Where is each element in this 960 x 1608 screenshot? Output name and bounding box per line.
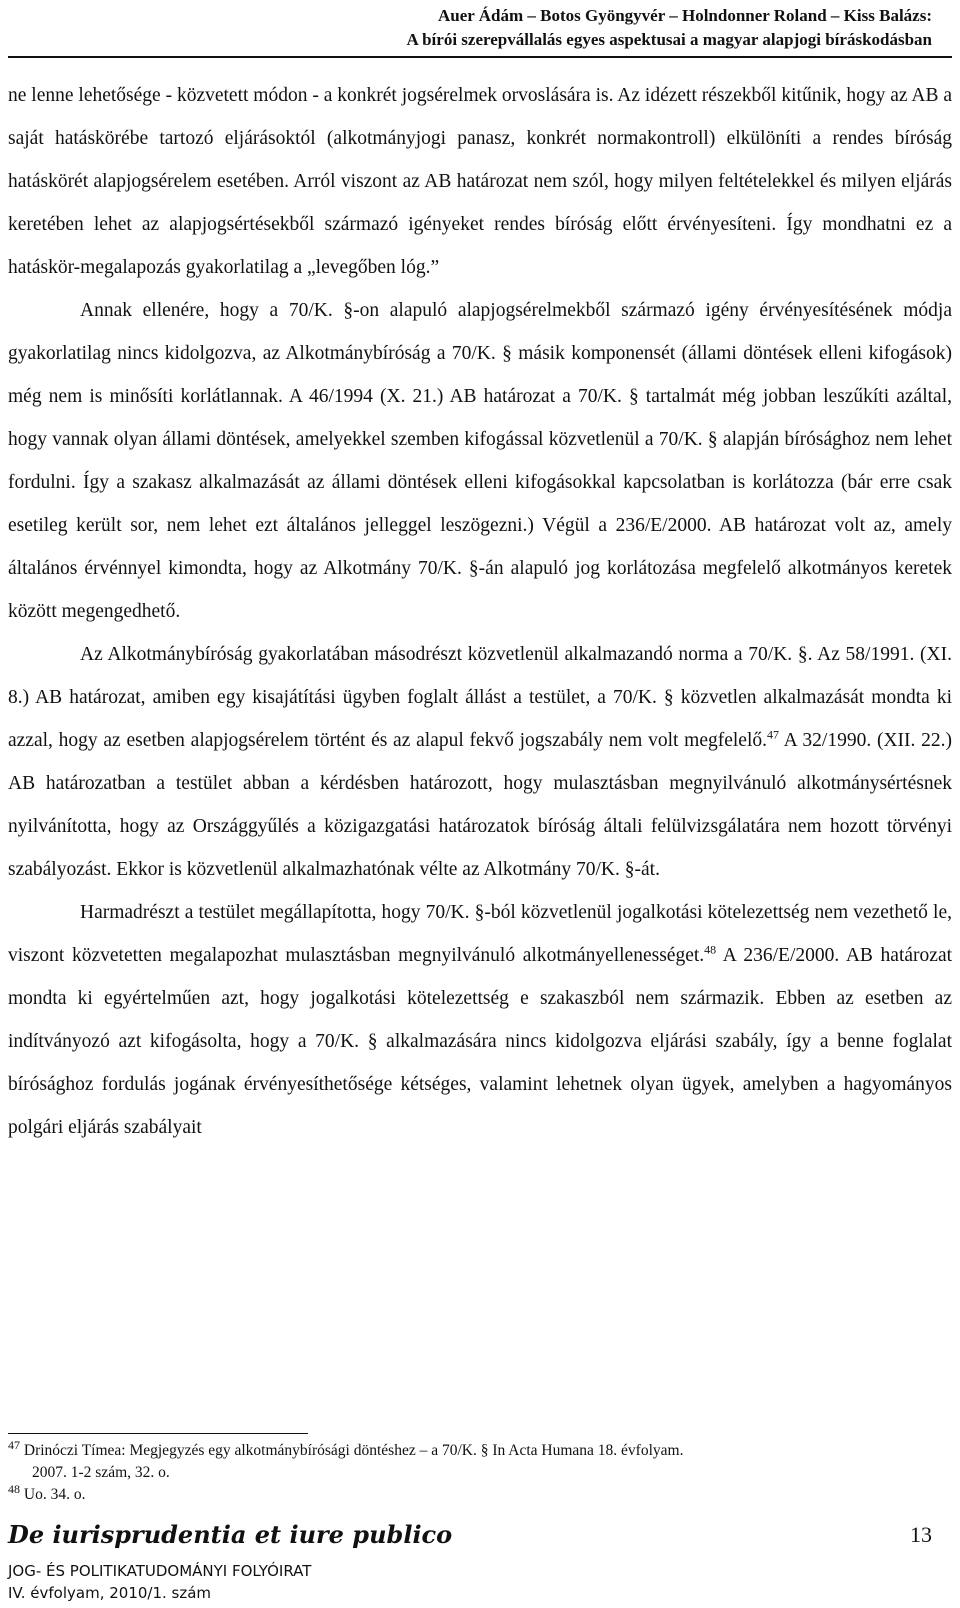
footnote-number: 47 xyxy=(8,1437,20,1452)
footnote-47 xyxy=(8,1437,952,1484)
paragraph-4-text-a: Harmadrészt a testület megállapította, hogy 70/K. §-ból közvetlenül jogalkotási kötelezettség nem vezethető le, viszont közvetetten megalapozhat mulasztásban megnyilvánuló alkotmányellenességet. xyxy=(8,902,952,966)
footnotes xyxy=(8,1437,952,1506)
running-header xyxy=(407,4,932,52)
journal-issue: IV. évfolyam, 2010/1. szám xyxy=(8,1584,212,1602)
header-divider xyxy=(8,56,952,58)
footnote-divider xyxy=(8,1433,308,1434)
footnote-text: Uo. 34. o. xyxy=(23,1486,86,1503)
main-text xyxy=(8,74,952,1149)
paragraph-4-text-b: A 236/E/2000. AB határozat mondta ki egyértelműen azt, hogy jogalkotási kötelezettség e szakaszból nem származik. Ebben az esetben az indítványozó azt kifogásolta, hogy a 70/K. § alkalmazására nincs kidolgozva eljárási szabály, így a benne foglalat bírósághoz fordulás jogának érvényesíthetősége kétséges, valamint lehetnek olyan ügyek, amelyben a hagyományos polgári eljárás szabályait xyxy=(8,945,953,1138)
paragraph-4 xyxy=(8,891,952,1149)
header-authors: Auer Ádám – Botos Gyöngyvér – Holndonner Roland – Kiss Balázs: xyxy=(437,6,932,25)
journal-subtitle: JOG- ÉS POLITIKATUDOMÁNYI FOLYÓIRAT xyxy=(8,1562,312,1580)
page-number: 13 xyxy=(910,1522,932,1547)
paragraph-3-text-b: A 32/1990. (XII. 22.) AB határozatban a testület abban a kérdésben határozott, hogy mulasztásban megnyilvánuló alkotmánysértésnek nyilvánította, hogy az Országgyűlés a közigazgatási határozatok bíróság általi felülvizsgálatára nem hozott törvényi szabályozást. Ekkor is közvetlenül alkalmazhatónak vélte az Alkotmány 70/K. §-át. xyxy=(8,730,952,880)
footnote-ref-47[interactable]: 47 xyxy=(767,727,779,742)
footnote-number: 48 xyxy=(8,1481,20,1496)
paragraph-1: ne lenne lehetősége - közvetett módon - a konkrét jogsérelmek orvoslására is. Az idézett részekből kitűnik, hogy az AB a saját hatáskörébe tartozó eljárásoktól (alkotmányjogi panasz, konkrét normakontroll) elkülöníti a rendes bíróság hatáskörét alapjogsérelem esetében. Arról viszont az AB határozat nem szól, hogy milyen feltételekkel és milyen eljárás keretében lehet az alapjogsértésekből származó igényeket rendes bíróság előtt érvényesíteni. Így mondhatni ez a hatáskör-megalapozás gyakorlatilag a „levegőben lóg.” xyxy=(8,85,952,278)
paragraph-3 xyxy=(8,633,952,891)
footnote-ref-48[interactable]: 48 xyxy=(704,942,717,957)
footnote-text-continued: 2007. 1-2 szám, 32. o. xyxy=(32,1464,170,1481)
paragraph-3-text-a: Az Alkotmánybíróság gyakorlatában másodrészt közvetlenül alkalmazandó norma a 70/K. §. Az 58/1991. (XI. 8.) AB határozat, amiben egy kisajátítási ügyben foglalt állást a testület, a 70/K. § közvetlen alkalmazását mondta ki azzal, hogy az esetben alapjogsérelem történt és az alapul fekvő jogszabály nem volt megfelelő. xyxy=(8,644,952,751)
header-title: A bírói szerepvállalás egyes aspektusai a magyar alapjogi bíráskodásban xyxy=(406,30,932,49)
footnote-48 xyxy=(8,1481,952,1506)
journal-info xyxy=(8,1560,311,1604)
footnote-text: Drinóczi Tímea: Megjegyzés egy alkotmánybírósági döntéshez – a 70/K. § In Acta Humana 18. évfolyam. xyxy=(23,1442,684,1459)
paragraph-2: Annak ellenére, hogy a 70/K. §-on alapuló alapjogsérelmekből származó igény érvényesítésének módja gyakorlatilag nincs kidolgozva, az Alkotmánybíróság a 70/K. § másik komponensét (állami döntések elleni kifogások) még nem is minősíti korlátlannak. A 46/1994 (X. 21.) AB határozat a 70/K. § tartalmát még jobban leszűkíti azáltal, hogy vannak olyan állami döntések, amelyekkel szemben kifogással közvetlenül a 70/K. § alapján bírósághoz nem lehet fordulni. Így a szakasz alkalmazását az állami döntések elleni kifogásokkal kapcsolatban is korlátozza (bár erre csak esetileg került sor, nem lehet ezt általános jelleggel leszögezni.) Végül a 236/E/2000. AB határozat volt az, amely általános érvénnyel kimondta, hogy az Alkotmány 70/K. §-án alapuló jog korlátozása megfelelő alkotmányos keretek között megengedhető. xyxy=(8,300,952,622)
journal-title: De iurisprudentia et iure publico xyxy=(8,1520,453,1549)
